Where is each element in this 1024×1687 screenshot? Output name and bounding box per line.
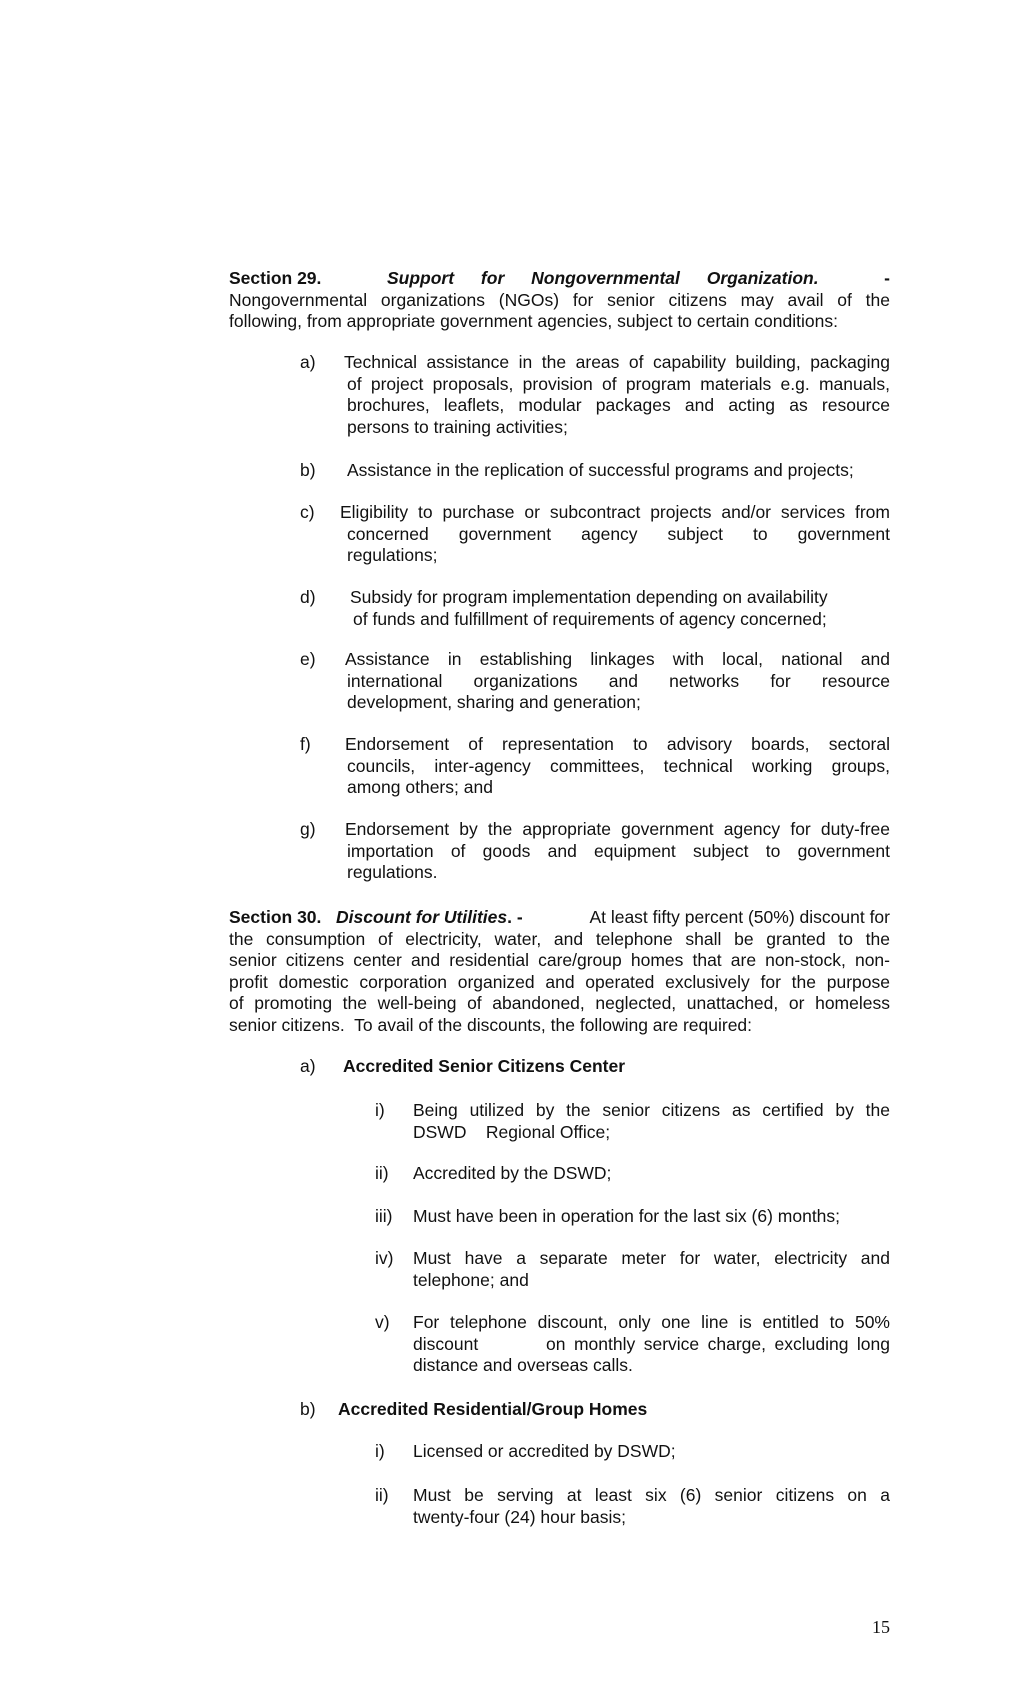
sub-item-text-line: Must have been in operation for the last six (6) months;	[413, 1206, 841, 1226]
list-item-text-line: Assistance in the replication of successful programs and projects;	[347, 460, 854, 480]
sub-item-text-line: distance and overseas calls.	[413, 1355, 633, 1375]
section-29-dash: -	[884, 268, 890, 288]
section-30-number: Section 30.	[229, 907, 322, 927]
requirement-group-label: a)	[300, 1056, 316, 1076]
list-item-text-line: Eligibility to purchase or subcontract projects and/or services from	[340, 502, 890, 522]
sub-item-text-line: discount on monthly service charge, excluding long	[413, 1333, 890, 1354]
sub-item-label: ii)	[375, 1163, 389, 1183]
section-30	[229, 907, 890, 1036]
section-30-line1	[229, 907, 890, 929]
list-item-text-line: development, sharing and generation;	[347, 692, 641, 712]
list-item-text-line: among others; and	[347, 777, 493, 797]
sub-item-text-line: telephone; and	[413, 1269, 529, 1290]
list-item-text-line: of project proposals, provision of program materials e.g. manuals,	[347, 373, 890, 394]
list-item-text-line: Endorsement of representation to advisory boards, sectoral	[345, 734, 890, 754]
list-item-text-line: importation of goods and equipment subject to government	[347, 840, 890, 861]
list-item-text-line: concerned government agency subject to government	[347, 523, 890, 544]
section-30-title: Discount for Utilities	[336, 907, 508, 927]
list-item-text-line: regulations.	[347, 862, 438, 882]
sub-item-text-line: Licensed or accredited by DSWD;	[413, 1441, 676, 1461]
list-item-label: c)	[300, 502, 315, 522]
paragraph-line: senior citizens. To avail of the discounts, the following are required:	[229, 1014, 753, 1035]
page-number: 15	[872, 1617, 890, 1637]
section-29-heading	[229, 268, 890, 290]
sub-item-text-line: Must be serving at least six (6) senior citizens on a	[413, 1485, 890, 1505]
sub-item-text-line: twenty-four (24) hour basis;	[413, 1506, 627, 1527]
sub-item-text-line: DSWD Regional Office;	[413, 1121, 611, 1142]
section-29-title: Support for Nongovernmental Organization.	[387, 268, 819, 288]
list-item-label: f)	[300, 734, 311, 754]
requirement-group-label: b)	[300, 1399, 316, 1419]
list-item-text-line: international organizations and networks for resource	[347, 670, 890, 691]
requirement-group-heading: Accredited Senior Citizens Center	[343, 1056, 626, 1076]
section-29	[229, 268, 890, 333]
sub-item-text-line: Being utilized by the senior citizens as certified by the	[413, 1100, 890, 1120]
paragraph-line: of promoting the well-being of abandoned, neglected, unattached, or homeless	[229, 993, 890, 1013]
paragraph-line: profit domestic corporation organized and operated exclusively for the purpose	[229, 971, 890, 992]
list-item-text-line: of funds and fulfillment of requirements of agency concerned;	[353, 608, 827, 629]
list-item-label: g)	[300, 819, 316, 839]
list-item-label: b)	[300, 460, 316, 480]
section-30-dash: . -	[507, 907, 523, 927]
list-item-label: d)	[300, 587, 316, 607]
paragraph-line: the consumption of electricity, water, and telephone shall be granted to the	[229, 928, 890, 949]
paragraph-line: senior citizens center and residential care/group homes that are non-stock, non-	[229, 950, 890, 970]
list-item-text-line: regulations;	[347, 545, 438, 565]
list-item-text-line: councils, inter-agency committees, technical working groups,	[347, 755, 890, 776]
requirement-group-heading: Accredited Residential/Group Homes	[338, 1399, 648, 1419]
section-30-intro-start: At least fifty percent (50%) discount for	[589, 907, 890, 927]
list-item-text-line: Endorsement by the appropriate government agency for duty-free	[345, 819, 890, 839]
section-29-number: Section 29.	[229, 268, 322, 288]
sub-item-text-line: Must have a separate meter for water, electricity and	[413, 1248, 890, 1268]
sub-item-text-line: Accredited by the DSWD;	[413, 1163, 612, 1183]
sub-item-label: v)	[375, 1312, 390, 1332]
sub-item-label: i)	[375, 1441, 385, 1461]
section-30-intro	[229, 929, 890, 1037]
sub-item-text-line: For telephone discount, only one line is entitled to 50%	[413, 1312, 890, 1332]
list-item-label: a)	[300, 352, 316, 372]
list-item-text-line: Technical assistance in the areas of capability building, packaging	[344, 352, 890, 372]
section-29-intro-line1: Nongovernmental organizations (NGOs) for senior citizens may avail of the	[229, 289, 890, 310]
sub-item-label: iv)	[375, 1248, 394, 1268]
list-item-text-line: Subsidy for program implementation depending on availability	[350, 587, 828, 607]
sub-item-label: iii)	[375, 1206, 393, 1226]
list-item-text-line: persons to training activities;	[347, 416, 568, 437]
sub-item-label: ii)	[375, 1485, 389, 1505]
list-item-label: e)	[300, 649, 316, 669]
sub-item-label: i)	[375, 1100, 385, 1120]
section-29-intro-line2: following, from appropriate government agencies, subject to certain conditions:	[229, 311, 838, 331]
list-item-text-line: brochures, leaflets, modular packages and acting as resource	[347, 395, 890, 415]
list-item-text-line: Assistance in establishing linkages with local, national and	[345, 649, 890, 669]
